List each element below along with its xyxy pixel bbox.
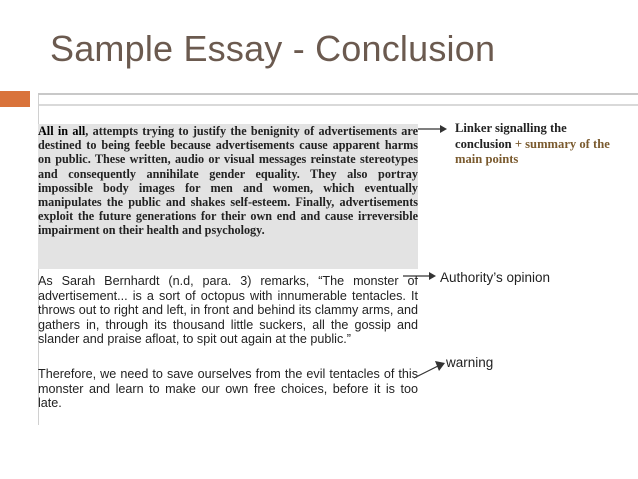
quote-paragraph: As Sarah Bernhardt (n.d, para. 3) remarks, “The monster of advertisement... is a sort of octopus with innumerable tentacles. It throws out to right and left, in front and behind its clammy arms, and gathers in, through its thousand little suckers, all the gossip and slander and praise afloat, to spit out again at the public.”: [38, 274, 418, 347]
linker-note: [455, 121, 615, 168]
warning-paragraph: Therefore, we need to save ourselves from the evil tentacles of this monster and learn to make our own free choices, before it is too late.: [38, 367, 418, 411]
authority-note: Authority’s opinion: [440, 270, 551, 285]
accent-bar: [0, 91, 30, 107]
authority-arrow-icon: [403, 269, 437, 283]
warning-note: warning: [446, 355, 494, 370]
warning-arrow-icon: [414, 360, 446, 384]
linker-note-main: Linker signalling the conclusion: [455, 121, 567, 151]
summary-text: , attempts trying to justify the benignity of advertisements are destined to being feeble because advertisements cause apparent harms on public. These written, audio or visual messages reinstate stereotypes and consequently annihilate gender equality. They also portray impossible body images for men and women, which eventually manipulates the public and shakes self-esteem. Finally, advertisements exploit the future generations for their own end and cause irreversible impairment on their health and psychology: [38, 124, 418, 238]
linker-arrow-icon: [418, 122, 448, 136]
summary-lead: All in all: [38, 124, 86, 138]
linker-note-summary: + summary of the main points: [455, 136, 610, 166]
title-divider-lower: [38, 104, 638, 106]
slide-title: Sample Essay - Conclusion: [50, 28, 496, 69]
summary-paragraph: [38, 124, 418, 238]
title-divider: [38, 93, 638, 95]
summary-end: .: [261, 223, 265, 238]
